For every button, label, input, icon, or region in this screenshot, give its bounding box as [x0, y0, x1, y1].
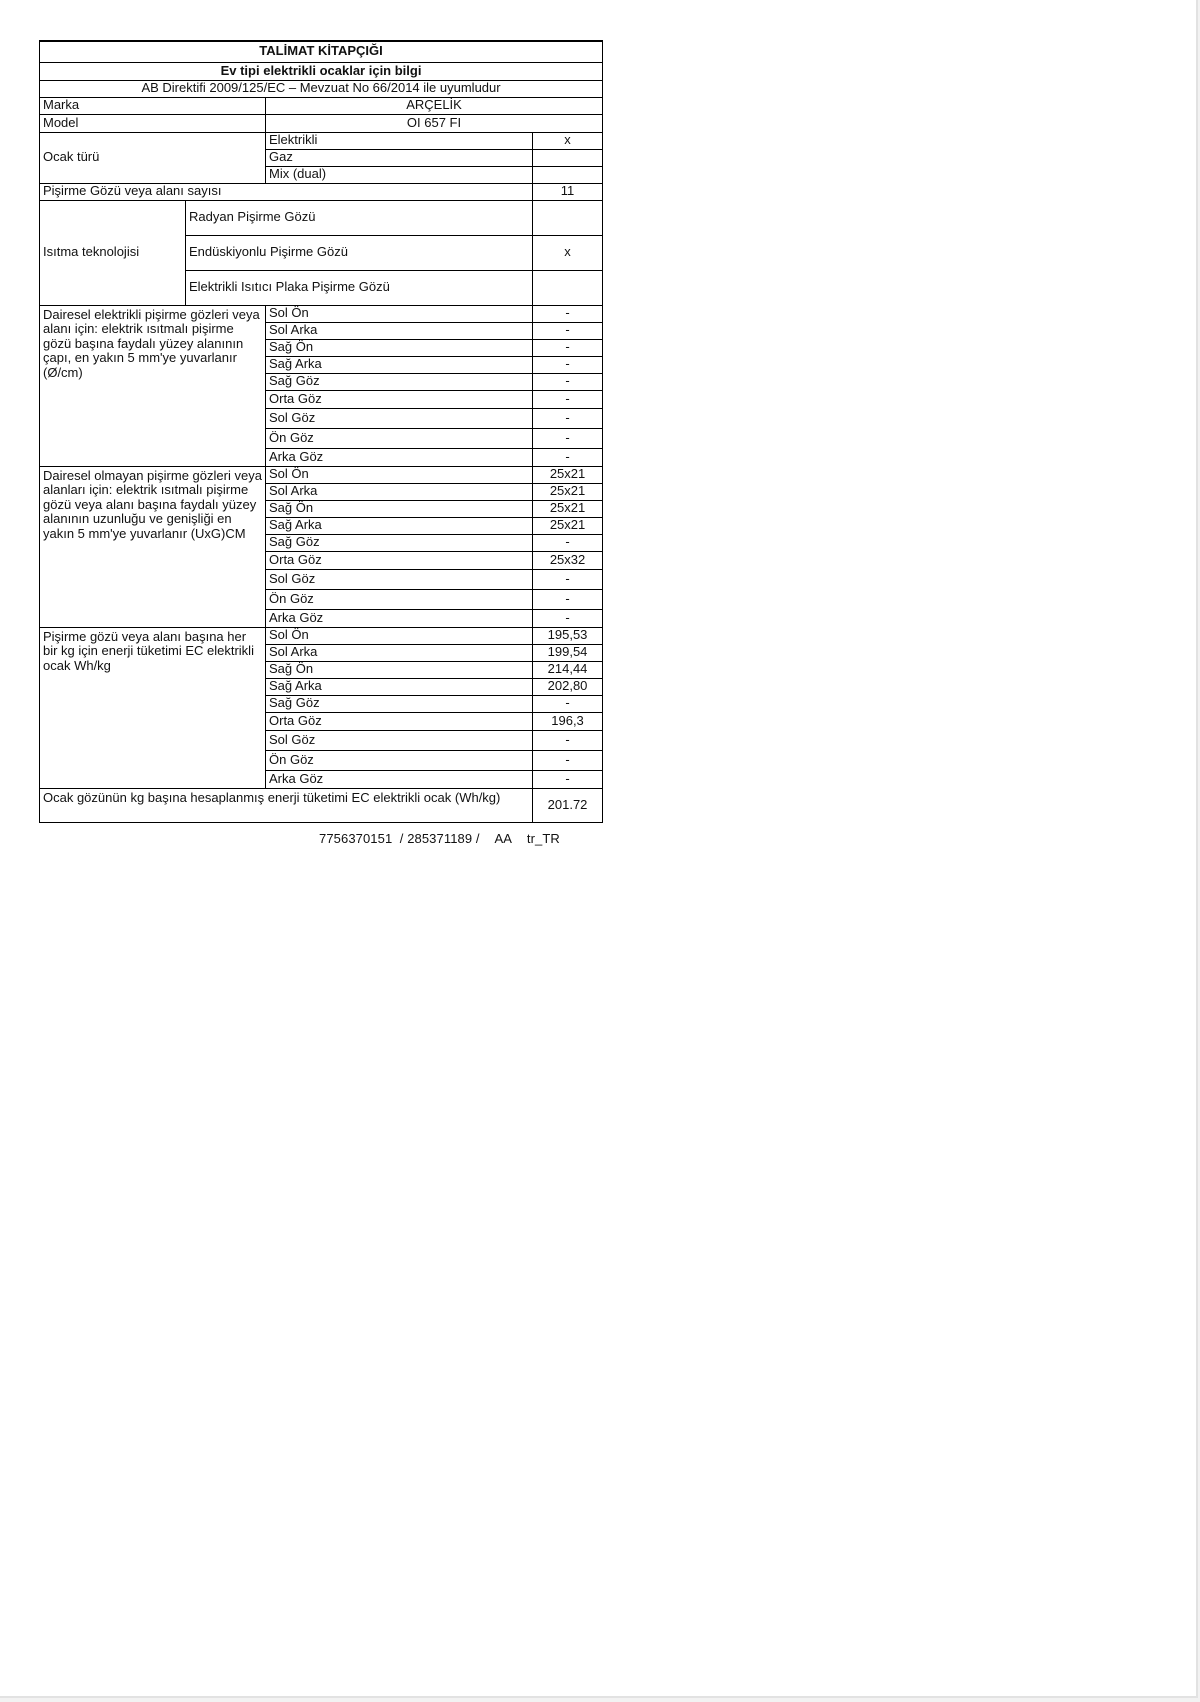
zone-name: Sol Ön [266, 466, 533, 483]
zone-value: - [533, 408, 603, 428]
zone-value: 25x21 [533, 517, 603, 534]
zone-name: Sağ Arka [266, 678, 533, 695]
zone-name: Sağ Arka [266, 356, 533, 373]
zone-name: Sağ Ön [266, 661, 533, 678]
zone-value: 195,53 [533, 627, 603, 644]
noncircular-section [40, 466, 603, 627]
zone-value: 202,80 [533, 678, 603, 695]
zone-name: Sağ Ön [266, 500, 533, 517]
zone-name: Sağ Göz [266, 695, 533, 712]
zone-value: - [533, 589, 603, 609]
zone-value: - [533, 730, 603, 750]
zone-value: - [533, 339, 603, 356]
heating-option: Radyan Pişirme Gözü [186, 200, 533, 235]
zone-name: Ön Göz [266, 750, 533, 770]
zone-value: 25x21 [533, 500, 603, 517]
zone-value: - [533, 534, 603, 551]
hob-type-mark [533, 149, 603, 166]
zone-name: Orta Göz [266, 712, 533, 730]
zone-value: - [533, 305, 603, 322]
hob-type-mark [533, 166, 603, 183]
zone-value: - [533, 448, 603, 466]
document-subtitle: Ev tipi elektrikli ocaklar için bilgi [40, 62, 603, 80]
zone-count-label: Pişirme Gözü veya alanı sayısı [40, 183, 533, 200]
zone-name: Sol Arka [266, 644, 533, 661]
zone-name: Sol Ön [266, 627, 533, 644]
model-value: OI 657 FI [266, 114, 603, 132]
revision: AA [494, 830, 513, 846]
zone-name: Arka Göz [266, 770, 533, 788]
heating-option: Elektrikli Isıtıcı Plaka Pişirme Gözü [186, 270, 533, 305]
zone-name: Sol Arka [266, 322, 533, 339]
hob-type-mark: x [533, 132, 603, 149]
hob-type-label: Ocak türü [40, 132, 266, 183]
zone-value: - [533, 322, 603, 339]
heating-mark: x [533, 235, 603, 270]
hob-type-option: Mix (dual) [266, 166, 533, 183]
zone-value: - [533, 695, 603, 712]
zone-name: Arka Göz [266, 609, 533, 627]
zone-value: - [533, 356, 603, 373]
hob-type-option: Gaz [266, 149, 533, 166]
heating-mark [533, 270, 603, 305]
energy-info-sheet [39, 40, 602, 846]
zone-name: Sol Göz [266, 730, 533, 750]
zone-name: Ön Göz [266, 428, 533, 448]
energy-section [40, 627, 603, 788]
zone-value: 25x21 [533, 483, 603, 500]
zone-value: - [533, 428, 603, 448]
zone-name: Ön Göz [266, 589, 533, 609]
total-energy-label: Ocak gözünün kg başına hesaplanmış enerji tüketimi EC elektrikli ocak (Wh/kg) [40, 788, 533, 822]
zone-value: 25x32 [533, 551, 603, 569]
zone-value: 196,3 [533, 712, 603, 730]
zone-value: - [533, 609, 603, 627]
circular-zones-label: Dairesel elektrikli pişirme gözleri veya alanı için: elektrik ısıtmalı pişirme gözü başına faydalı yüzey alanının çapı, en yakın 5 mm'ye yuvarlanır (Ø/cm) [40, 305, 266, 466]
zone-name: Sağ Arka [266, 517, 533, 534]
hob-type-option: Elektrikli [266, 132, 533, 149]
zone-name: Sağ Göz [266, 373, 533, 390]
document-code: 7756370151 [319, 830, 393, 846]
zone-name: Orta Göz [266, 551, 533, 569]
zone-name: Sol Göz [266, 569, 533, 589]
zone-value: - [533, 770, 603, 788]
document-title: TALİMAT KİTAPÇIĞI [40, 41, 603, 62]
zone-name: Arka Göz [266, 448, 533, 466]
total-energy-value: 201.72 [533, 788, 603, 822]
directive-note: AB Direktifi 2009/125/EC – Mevzuat No 66/2014 ile uyumludur [40, 80, 603, 97]
zone-name: Sağ Göz [266, 534, 533, 551]
code-separator: / [399, 830, 404, 846]
brand-label: Marka [40, 97, 266, 114]
zone-name: Sağ Ön [266, 339, 533, 356]
zone-name: Sol Arka [266, 483, 533, 500]
heating-option: Endüskiyonlu Pişirme Gözü [186, 235, 533, 270]
noncircular-zones-label: Dairesel olmayan pişirme gözleri veya alanları için: elektrik ısıtmalı pişirme gözü veya alanı başına faydalı yüzey alanının uzunluğu ve genişliği en yakın 5 mm'ye yuvarlanır (UxG)CM [40, 466, 266, 627]
heating-technology-label: Isıtma teknolojisi [40, 200, 186, 305]
brand-value: ARÇELİK [266, 97, 603, 114]
zone-value: - [533, 390, 603, 408]
model-label: Model [40, 114, 266, 132]
zone-count-value: 11 [533, 183, 603, 200]
zone-value: 199,54 [533, 644, 603, 661]
heating-mark [533, 200, 603, 235]
zone-name: Sol Göz [266, 408, 533, 428]
circular-section [40, 305, 603, 466]
hob-info-table [39, 40, 603, 823]
zone-value: - [533, 373, 603, 390]
zone-name: Orta Göz [266, 390, 533, 408]
zone-value: 214,44 [533, 661, 603, 678]
zone-value: 25x21 [533, 466, 603, 483]
energy-per-zone-label: Pişirme gözü veya alanı başına her bir kg için enerji tüketimi EC elektrikli ocak Wh/kg [40, 627, 266, 788]
part-code: 285371189 / [407, 830, 480, 846]
zone-name: Sol Ön [266, 305, 533, 322]
zone-value: - [533, 750, 603, 770]
document-footer [39, 831, 602, 846]
zone-value: - [533, 569, 603, 589]
locale-code: tr_TR [526, 830, 560, 846]
